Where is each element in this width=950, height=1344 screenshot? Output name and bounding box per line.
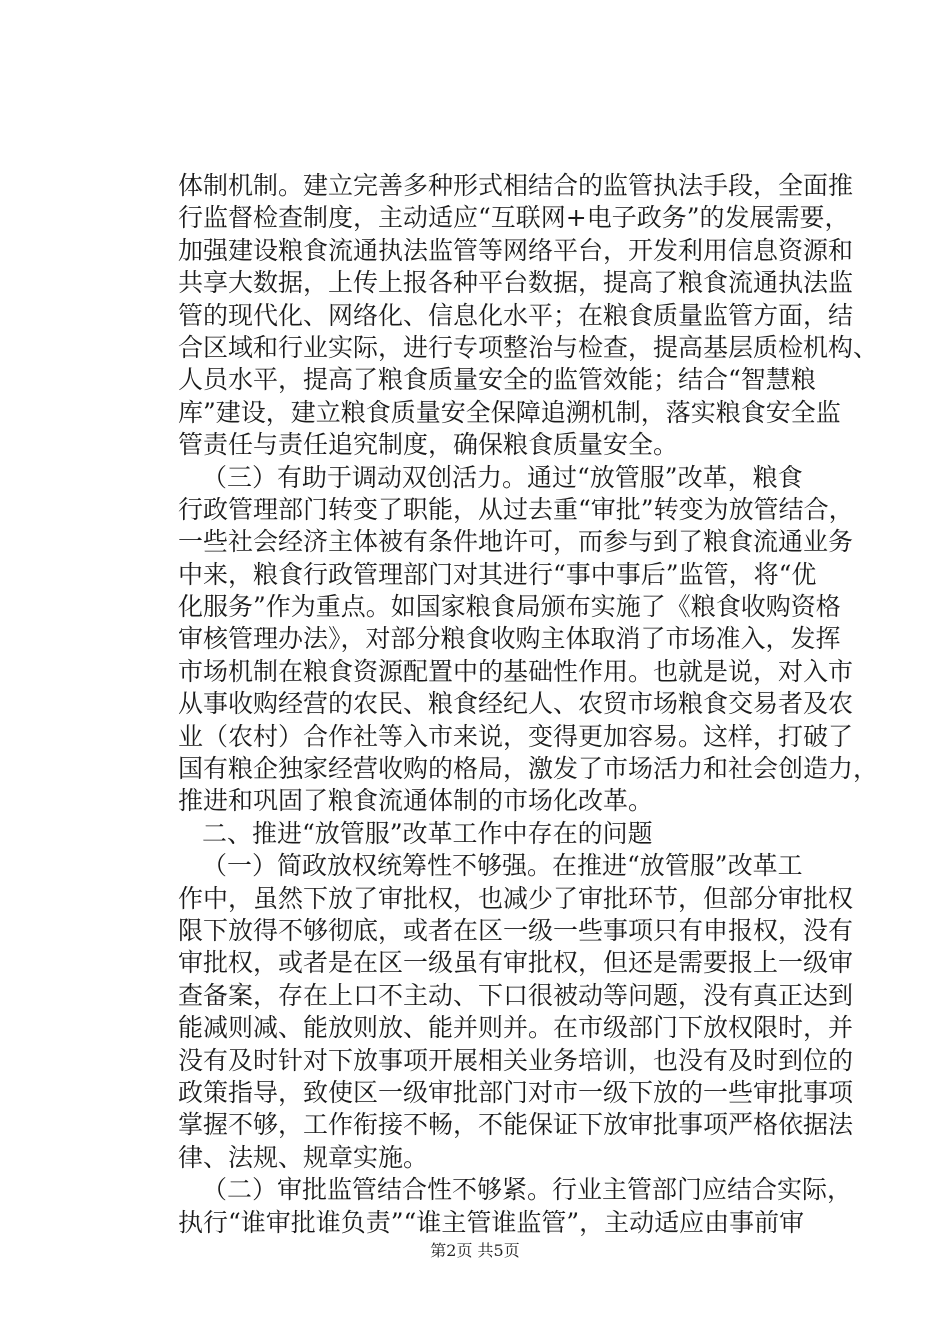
text-line: 审批权，或者是在区一级虽有审批权，但还是需要报上一级审 (178, 948, 854, 978)
text-line: 审核管理办法》，对部分粮食收购主体取消了市场准入，发挥 (178, 624, 841, 654)
text-line: 化服务”作为重点。如国家粮食局颁布实施了《粮食收购资格 (178, 592, 841, 622)
text-line: 限下放得不够彻底，或者在区一级一些事项只有申报权，没有 (178, 915, 854, 945)
text-line: 合区域和行业实际，进行专项整治与检查，提高基层质检机构、 (178, 332, 879, 362)
text-line: 律、法规、规章实施。 (178, 1142, 429, 1172)
text-line: 执行“谁审批谁负责”“谁主管谁监管”，主动适应由事前审 (178, 1207, 805, 1237)
text-line: 管的现代化、网络化、信息化水平；在粮食质量监管方面，结 (178, 300, 854, 330)
body-text (178, 170, 879, 1239)
paragraph-start-line: （三）有助于调动双创活力。通过“放管服”改革，粮食 (202, 462, 803, 492)
text-line: 中来，粮食行政管理部门对其进行“事中事后”监管，将“优 (178, 559, 817, 589)
text-line: 从事收购经营的农民、粮食经纪人、农贸市场粮食交易者及农 (178, 689, 854, 719)
text-line: 行监督检查制度，主动适应“互联网+电子政务”的发展需要， (178, 203, 850, 233)
page-number: 第2页 共5页 (430, 1241, 520, 1260)
text-line: 市场机制在粮食资源配置中的基础性作用。也就是说，对入市 (178, 656, 854, 686)
text-line: 一些社会经济主体被有条件地许可，而参与到了粮食流通业务 (178, 527, 854, 557)
section-heading: 二、推进“放管服”改革工作中存在的问题 (202, 818, 653, 848)
text-line: 行政管理部门转变了职能，从过去重“审批”转变为放管结合， (178, 494, 854, 524)
text-line: 政策指导，致使区一级审批部门对市一级下放的一些审批事项 (178, 1077, 854, 1107)
text-line: 国有粮企独家经营收购的格局，激发了市场活力和社会创造力， (178, 754, 879, 784)
text-line: 库”建设，建立粮食质量安全保障追溯机制，落实粮食安全监 (178, 397, 841, 427)
text-line: 能减则减、能放则放、能并则并。在市级部门下放权限时，并 (178, 1013, 854, 1043)
text-line: 体制机制。建立完善多种形式相结合的监管执法手段，全面推 (178, 171, 854, 200)
paragraph-start-line: （一）简政放权统筹性不够强。在推进“放管服”改革工 (202, 851, 803, 881)
text-line: 共享大数据，上传上报各种平台数据，提高了粮食流通执法监 (178, 268, 854, 298)
paragraph-start-line: （二）审批监管结合性不够紧。行业主管部门应结合实际， (202, 1175, 853, 1205)
text-line: 加强建设粮食流通执法监管等网络平台，开发利用信息资源和 (178, 235, 854, 265)
text-line: 掌握不够，工作衔接不畅，不能保证下放审批事项严格依据法 (178, 1110, 854, 1140)
text-line: 业（农村）合作社等入市来说，变得更加容易。这样，打破了 (178, 721, 854, 751)
text-line: 人员水平，提高了粮食质量安全的监管效能；结合“智慧粮 (178, 365, 816, 395)
text-line: 没有及时针对下放事项开展相关业务培训，也没有及时到位的 (178, 1045, 854, 1075)
text-line: 作中，虽然下放了审批权，也减少了审批环节，但部分审批权 (178, 883, 854, 913)
text-line: 推进和巩固了粮食流通体制的市场化改革。 (178, 786, 654, 816)
text-line: 管责任与责任追究制度，确保粮食质量安全。 (178, 430, 679, 460)
text-line: 查备案，存在上口不主动、下口很被动等问题，没有真正达到 (178, 980, 854, 1010)
